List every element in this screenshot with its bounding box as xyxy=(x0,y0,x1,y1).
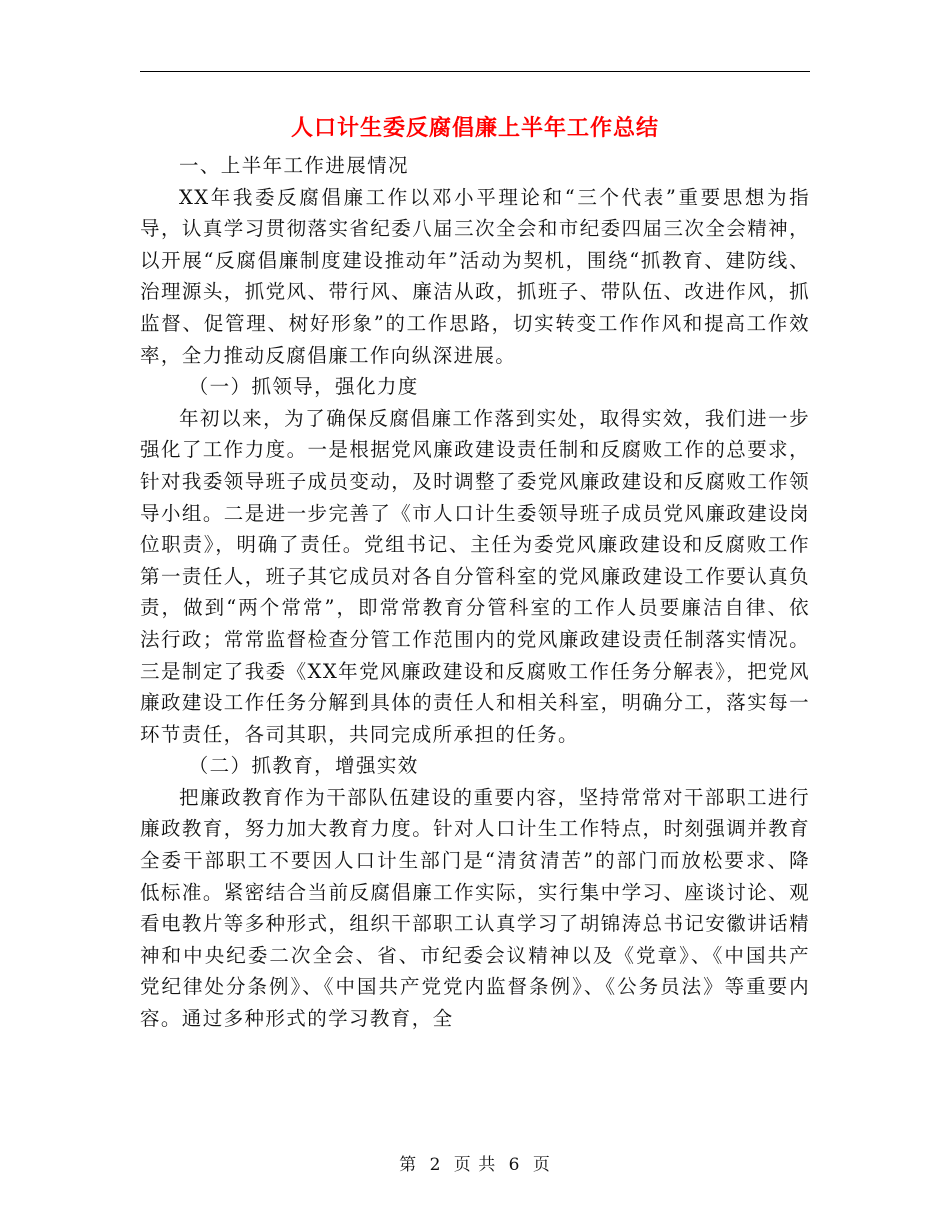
body-paragraph: XX年我委反腐倡廉工作以邓小平理论和“三个代表”重要思想为指导，认真学习贯彻落实省纪委八届三次全会和市纪委四届三次全会精神，以开展“反腐倡廉制度建设推动年”活动为契机，围绕“抓教育、建防线、治理源头，抓党风、带行风、廉洁从政，抓班子、带队伍、改进作风，抓监督、促管理、树好形象”的工作思路，切实转变工作作风和提高工作效率，全力推动反腐倡廉工作向纵深进展。 xyxy=(140,185,810,367)
document-title: 人口计生委反腐倡廉上半年工作总结 xyxy=(290,115,659,141)
body-paragraph: 年初以来，为了确保反腐倡廉工作落到实处，取得实效，我们进一步强化了工作力度。一是根据党风廉政建设责任制和反腐败工作的总要求，针对我委领导班子成员变动，及时调整了委党风廉政建设和反腐败工作领导小组。二是进一步完善了《市人口计生委领导班子成员党风廉政建设岗位职责》，明确了责任。党组书记、主任为委党风廉政建设和反腐败工作第一责任人，班子其它成员对各自分管科室的党风廉政建设工作要认真负责，做到“两个常常”，即常常教育分管科室的工作人员要廉洁自律、依法行政；常常监督检查分管工作范围内的党风廉政建设责任制落实情况。三是制定了我委《XX年党风廉政建设和反腐败工作任务分解表》，把党风廉政建设工作任务分解到具体的责任人和相关科室，明确分工，落实每一环节责任，各司其职，共同完成所承担的任务。 xyxy=(140,406,810,746)
footer-total-pages: 6 xyxy=(508,1155,521,1175)
footer-page-number: 2 xyxy=(429,1155,442,1175)
section-heading: 一、上半年工作进展情况 xyxy=(179,154,409,177)
footer-middle: 页 共 xyxy=(453,1155,497,1175)
footer-suffix: 页 xyxy=(532,1155,551,1175)
subsection-heading: （二）抓教育，增强实效 xyxy=(188,754,419,778)
page-footer xyxy=(0,1150,950,1175)
subsection-heading: （一）抓领导，强化力度 xyxy=(188,375,419,399)
body-paragraph: 把廉政教育作为干部队伍建设的重要内容，坚持常常对干部职工进行廉政教育，努力加大教育力度。针对人口计生工作特点，时刻强调并教育全委干部职工不要因人口计生部门是“清贫清苦”的部门而放松要求、降低标准。紧密结合当前反腐倡廉工作实际，实行集中学习、座谈讨论、观看电教片等多种形式，组织干部职工认真学习了胡锦涛总书记安徽讲话精神和中央纪委二次全会、省、市纪委会议精神以及《党章》、《中国共产党纪律处分条例》、《中国共产党党内监督条例》、《公务员法》等重要内容。通过多种形式的学习教育，全 xyxy=(140,785,810,1031)
document-body xyxy=(140,150,810,1035)
header-rule xyxy=(140,71,810,72)
footer-prefix: 第 xyxy=(399,1155,418,1175)
